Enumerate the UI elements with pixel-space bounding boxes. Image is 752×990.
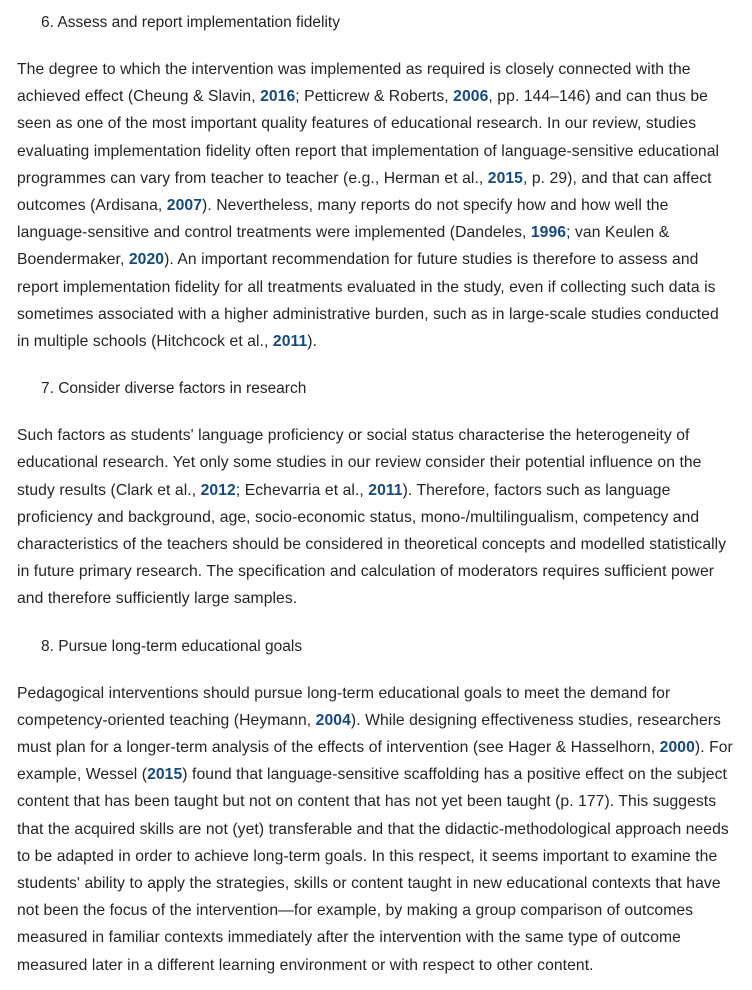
citation-year-link[interactable]: 2011 [272, 333, 308, 351]
citation-year-link[interactable]: 2004 [315, 711, 351, 729]
citation-year-link[interactable]: 1996 [530, 224, 567, 242]
section-heading-7: 7. Consider diverse factors in research [41, 380, 307, 398]
section-heading-8: 8. Pursue long-term educational goals [41, 637, 303, 655]
citation-year-link[interactable]: 2011 [368, 481, 403, 499]
citation-year-link[interactable]: 2007 [166, 197, 203, 215]
section-8-paragraph: Pedagogical interventions should pursue long-term educational goals to meet the demand for competency-oriented teaching (Heymann, 2004). While designing effectiveness studies, researchers must plan for a longer-term analysis of the effects of intervention (see Hager & Hasselhorn, 2000). For example, Wessel (2015) found that language-sensitive scaffolding has a positive effect on the subject content that has been taught but not on content that has not yet been taught (p. 177). This suggests that the acquired skills are not (yet) transferable and that the didactic-methodological approach needs to be adapted in order to achieve long-term goals. In this respect, it seems important to examine the students' ability to apply the strategies, skills or content taught in new educational contexts that have not been the focus of the intervention—for example, by making a group comparison of outcomes measured in familiar contexts immediately after the intervention with the same type of outcome measured later in a different learning environment or with respect to other content. [17, 684, 733, 974]
section-6-paragraph: The degree to which the intervention was implemented as required is closely connected with the achieved effect (Cheung & Slavin, 2016; Petticrew & Roberts, 2006, pp. 144–146) and can thus be seen as one of the most important quality features of educational research. In our review, studies evaluating implementation fidelity often report that implementation of language-sensitive educational programmes can vary from teacher to teacher (e.g., Herman et al., 2015, p. 29), and that can affect outcomes (Ardisana, 2007). Nevertheless, many reports do not specify how and how well the language-sensitive and control treatments were implemented (Dandeles, 1996; van Keulen & Boendermaker, 2020). An important recommendation for future studies is therefore to assess and report implementation fidelity for all treatments evaluated in the study, even if collecting such data is sometimes associated with a higher administrative burden, such as in large-scale studies conducted in multiple schools (Hitchcock et al., 2011). [17, 61, 720, 351]
section-7-paragraph: Such factors as students' language proficiency or social status characterise the heterogeneity of educational research. Yet only some studies in our review consider their potential influence on the study results (Clark et al., 2012; Echevarria et al., 2011). Therefore, factors such as language proficiency and background, age, socio-economic status, mono-/multilingualism, competency and characteristics of the teachers should be considered in theoretical concepts and modelled statistically in future primary research. The specification and calculation of moderators requires sufficient power and therefore sufficiently large samples. [17, 427, 727, 608]
section-6-paragraph-block [17, 45, 735, 366]
citation-year-link[interactable]: 2006 [453, 88, 489, 106]
citation-year-link[interactable]: 2020 [128, 251, 165, 269]
citation-year-link[interactable]: 2012 [200, 481, 236, 499]
section-6-heading-block [17, 0, 735, 45]
section-8-paragraph-block [17, 669, 735, 990]
citation-year-link[interactable]: 2000 [659, 739, 695, 757]
section-8-heading-block [17, 624, 735, 669]
section-7-heading-block [17, 366, 735, 411]
section-heading-6: 6. Assess and report implementation fidelity [41, 14, 340, 31]
citation-year-link[interactable]: 2015 [487, 169, 523, 187]
section-7-paragraph-block [17, 411, 735, 623]
citation-year-link[interactable]: 2015 [147, 766, 183, 784]
citation-year-link[interactable]: 2016 [260, 88, 296, 106]
